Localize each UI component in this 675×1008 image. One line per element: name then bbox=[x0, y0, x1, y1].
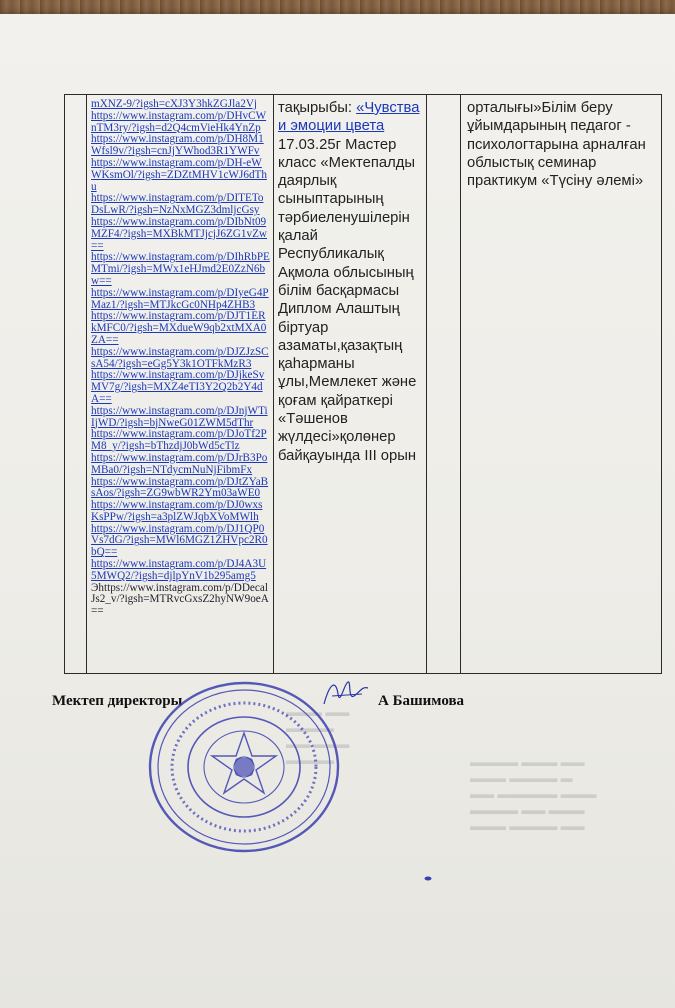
official-seal-image bbox=[145, 678, 343, 856]
instagram-link[interactable]: https://www.instagram.com/p/DH8M1Wfsl9v/?igsh=cnJjYWhod3R1YWFv bbox=[91, 133, 264, 158]
event-description bbox=[274, 95, 426, 465]
instagram-link[interactable]: https://www.instagram.com/p/DJrB3PoMBa0/?igsh=NTdycmNuNjFibmFx bbox=[91, 451, 268, 476]
instagram-link[interactable]: https://www.instagram.com/p/DH-eWWKsmOl/?igsh=ZDZtMHV1cWJ6dThu bbox=[91, 156, 267, 193]
instagram-link[interactable]: https://www.instagram.com/p/DJoTf2PM8_y/?igsh=bThzdjJ0bWd5cTlz bbox=[91, 428, 267, 453]
event-description-cell bbox=[274, 95, 427, 674]
instagram-link[interactable]: https://www.instagram.com/p/DJ4A3U5MWQ2/?igsh=djlpYnV1b295amg5 bbox=[91, 558, 267, 582]
instagram-link[interactable]: https://www.instagram.com/p/DITEToDsLwR/?igsh=NzNxMGZ3dmljcGsy bbox=[91, 192, 264, 217]
links-cell bbox=[87, 95, 274, 674]
instagram-link-list bbox=[87, 95, 273, 618]
ink-mark bbox=[424, 876, 432, 881]
instagram-link[interactable]: https://www.instagram.com/p/DJZJzSCsA54/?igsh=eGg5Y3k1OTFkMzR3 bbox=[91, 345, 269, 370]
director-name: А Башимова bbox=[378, 693, 465, 709]
activity-table bbox=[64, 94, 662, 674]
instagram-link[interactable]: https://www.instagram.com/p/DJ1QP0Vs7dG/?igsh=MWl6MGZ1ZHVpc2R0bQ== bbox=[91, 522, 268, 559]
instagram-link[interactable]: https://www.instagram.com/p/DJjkeSvMV7g/?igsh=MXZ4eTI3Y2Q2b2Y4dA== bbox=[91, 369, 265, 405]
seminar-cell bbox=[461, 95, 662, 674]
instagram-link[interactable]: https://www.instagram.com/p/DHvCWnTM3ry/?igsh=d2Q4cmVieHk4YnZp bbox=[91, 109, 267, 134]
number-cell bbox=[65, 95, 87, 674]
instagram-link[interactable]: https://www.instagram.com/p/DJtZYaBsAos/?igsh=ZG9wbWR2Ym03aWE0 bbox=[91, 475, 269, 500]
seminar-text: орталығы»Білім беру ұйымдарының педагог - психологтарына арналған облыстық семинар практикум «Түсіну әлемі» bbox=[467, 100, 646, 190]
bleed-through-text: ▬▬▬▬ ▬▬▬ ▬▬ ▬▬▬ ▬▬▬▬ ▬ ▬▬ ▬▬▬▬▬ ▬▬▬ ▬▬▬▬ ▬▬ ▬▬▬ ▬▬▬ ▬▬▬▬ ▬▬ bbox=[470, 755, 597, 833]
instagram-link[interactable]: https://www.instagram.com/p/DIhRbPEMTmi/?igsh=MWx1eHJmd2E0ZzN6bw== bbox=[91, 251, 270, 287]
bleed-through-text: ▬▬▬ ▬▬ ▬▬▬▬ ▬▬ ▬▬▬ ▬▬▬▬ bbox=[286, 705, 350, 767]
event-body-text: 17.03.25г Мастер класс «Мектепалды даярлық сыныптарының тәрбиеленушілерін қалай Республикалық Ақмола облысының білім басқармасы Диплом Алаштың біртуар азаматы,қазақтың қаһарманы ұлы,Мемлекет және қоғам қайраткері «Тәшенов жүлдесі»қолөнер байқауында III орын bbox=[278, 136, 417, 464]
empty-cell bbox=[427, 95, 461, 674]
instagram-link[interactable]: https://www.instagram.com/p/DJT1ERkMFC0/?igsh=MXdueW9qb2xtMXA0ZA== bbox=[91, 310, 267, 346]
instagram-link[interactable]: https://www.instagram.com/p/DJ0wxsKsPPw/?igsh=a3plZWJqbXVoMWlh bbox=[91, 499, 263, 523]
instagram-link-text: Эhttps://www.instagram.com/p/DDecalJs2_v/?igsh=MTRvcGxsZ2hyNW9oeA== bbox=[91, 581, 269, 618]
topic-prefix: тақырыбы: bbox=[278, 100, 357, 116]
table-row bbox=[65, 95, 662, 674]
instagram-link[interactable]: https://www.instagram.com/p/DIbNt09MZF4/?igsh=MXBkMTJjcjJ6ZG1vZw== bbox=[91, 215, 267, 252]
instagram-link[interactable]: https://www.instagram.com/p/DIyeG4PMaz1/?igsh=MTJkcGc0NHp4ZHB3 bbox=[91, 286, 269, 311]
instagram-link[interactable]: mXNZ-9/?igsh=cXJ3Y3hkZGJla2Vj bbox=[91, 98, 258, 110]
topic-link[interactable]: «Чувства и эмоции цвета bbox=[278, 100, 420, 135]
instagram-link[interactable]: https://www.instagram.com/p/DJnjWTiIjWD/?igsh=bjNweG01ZWM5dThr bbox=[91, 404, 268, 429]
director-label: Мектеп директоры bbox=[52, 693, 183, 709]
